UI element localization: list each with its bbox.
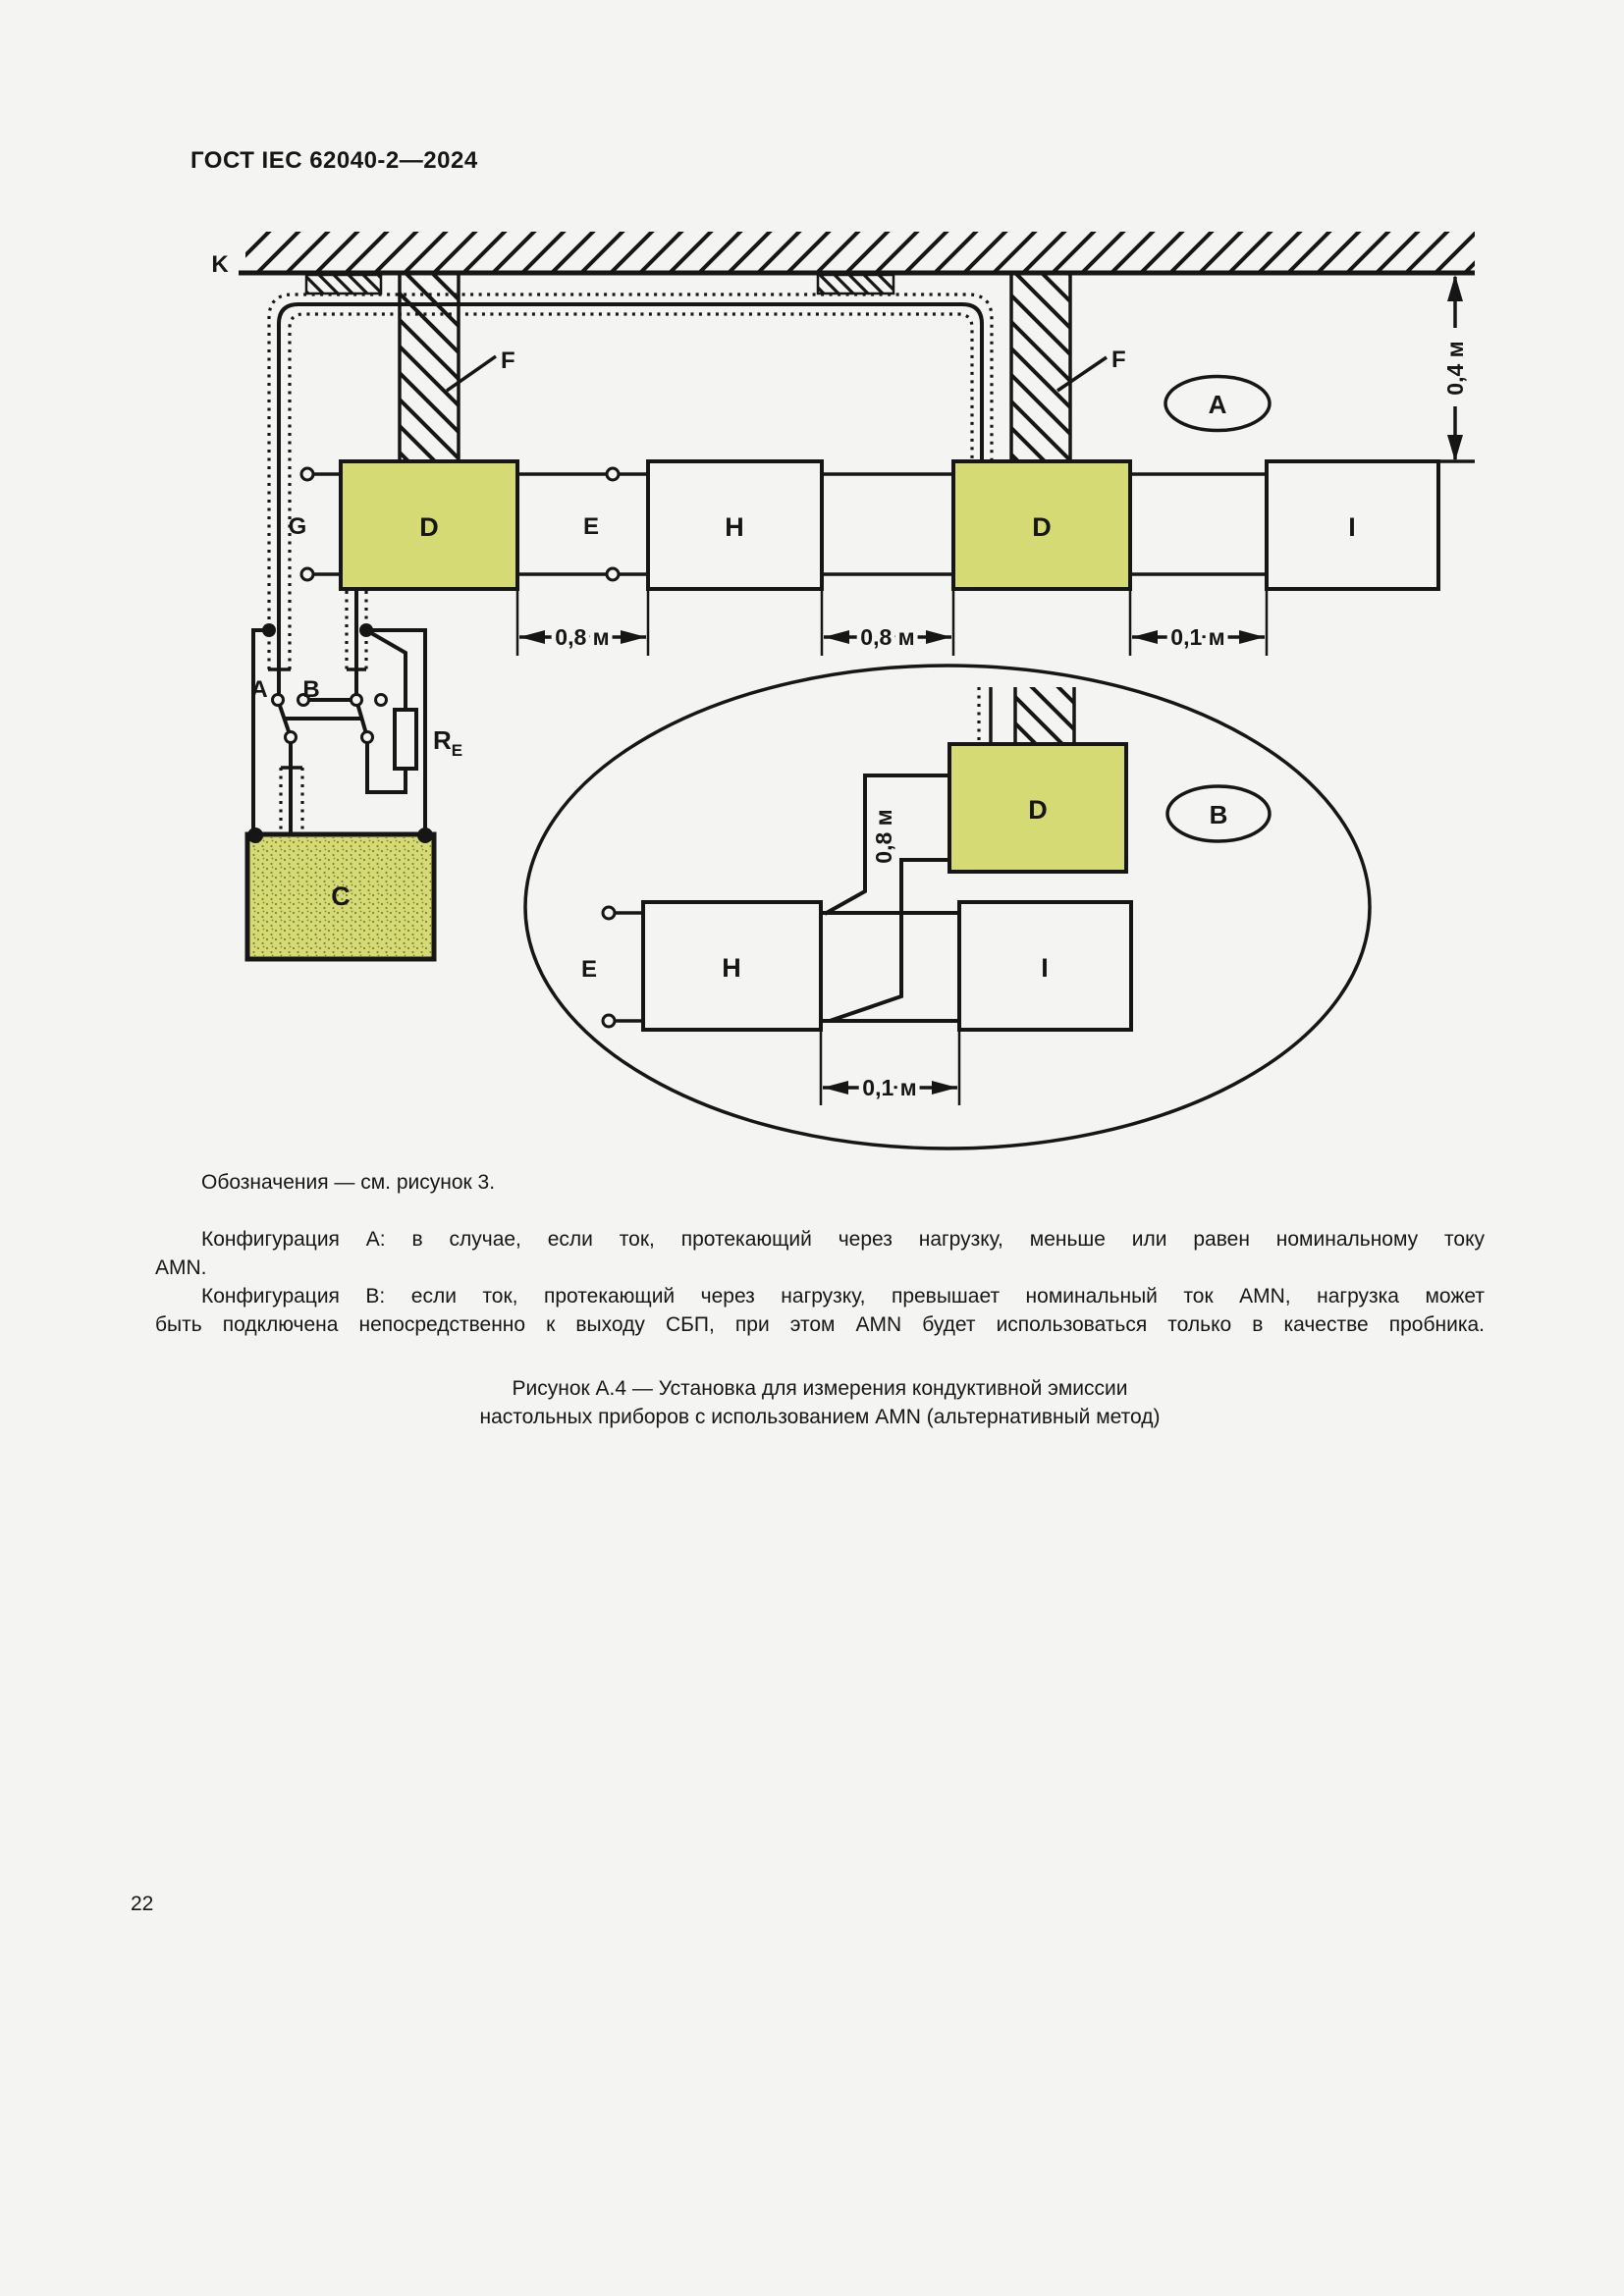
mains-port-top	[301, 468, 313, 480]
config-a-note-line1: Конфигурация А: в случае, если ток, протекающий через нагрузку, меньше или равен номинальному току	[201, 1228, 1485, 1251]
load-box-1-label: I	[1348, 512, 1356, 542]
figure-caption-line1: Рисунок А.4 — Установка для измерения кондуктивной эмиссии	[512, 1377, 1128, 1400]
ground-bond-right	[417, 828, 433, 843]
eut-port-top	[607, 468, 619, 480]
ups-box-1-label: H	[725, 512, 744, 542]
notes-block	[155, 1168, 1485, 1431]
ceiling-strip-left	[306, 275, 381, 294]
amn-box-1-label: D	[419, 512, 439, 542]
svg-text:0,4 м: 0,4 м	[1442, 341, 1468, 396]
doc-number: ГОСТ IEC 62040-2—2024	[190, 147, 478, 174]
mains-label: G	[288, 513, 307, 540]
filter-1-label: F	[501, 347, 515, 374]
mains-port-bottom	[301, 568, 313, 580]
dim-d1-h	[517, 591, 648, 656]
svg-text:0,1 м: 0,1 м	[862, 1075, 917, 1100]
dim-ceiling-04	[1438, 275, 1475, 461]
figure-caption	[155, 1374, 1485, 1431]
ground-box-label: C	[331, 881, 351, 911]
ceiling-strip-right	[818, 275, 893, 294]
legend-note: Обозначения — см. рисунок 3.	[201, 1171, 496, 1194]
amn-box-2-label: D	[1032, 512, 1052, 542]
switch-b-label: B	[302, 676, 320, 703]
filter-column-1	[400, 273, 459, 461]
config-b-letter: B	[1209, 800, 1228, 829]
amn-box-3-label: D	[1028, 795, 1048, 825]
ground-bond-left	[247, 828, 263, 843]
switch-a-contact-bottom	[286, 732, 297, 743]
config-a-note-line2: AMN.	[155, 1256, 207, 1279]
page-number: 22	[131, 1893, 154, 1915]
eut-port-bottom	[607, 568, 619, 580]
filter-2-label: F	[1111, 347, 1126, 373]
svg-text:0,8 м: 0,8 м	[860, 624, 915, 650]
spare-contact	[376, 695, 387, 706]
switch-b-contact-right	[352, 695, 362, 706]
resistor-label: $R_E$	[433, 725, 463, 760]
b-dim-08: 0,8 м	[871, 809, 896, 864]
config-a-letter: A	[1208, 390, 1227, 419]
figure-caption-line2: настольных приборов с использованием AMN (альтернативный метод)	[479, 1406, 1161, 1428]
b-eut-port-label: E	[580, 956, 598, 983]
b-dim-h-i	[821, 1032, 959, 1105]
earth-resistor	[395, 710, 416, 769]
svg-text:0,8 м: 0,8 м	[555, 624, 610, 650]
filter-column-fragment	[1015, 687, 1074, 744]
config-b-note-line2: быть подключена непосредственно к выходу СБП, при этом AMN будет использоваться только в качестве пробника.	[155, 1313, 1485, 1336]
ups-box-2-label: H	[722, 953, 741, 983]
svg-text:0,1 м: 0,1 м	[1170, 624, 1225, 650]
switch-a-contact-top	[273, 695, 284, 706]
ceiling-hatch	[245, 232, 1475, 273]
dim-h-d2	[822, 591, 953, 656]
b-eut-port-bottom	[603, 1015, 615, 1027]
eut-port-label: E	[582, 513, 600, 540]
config-b-note-line1: Конфигурация В: если ток, протекающий через нагрузку, превышает номинальный ток AMN, нагрузка может	[201, 1285, 1485, 1308]
filter-column-2	[1011, 273, 1070, 461]
dim-d2-i	[1130, 591, 1267, 656]
b-wire-bottom	[830, 860, 949, 1021]
switch-a-label: A	[250, 676, 268, 703]
load-box-2-label: I	[1041, 953, 1049, 983]
switch-b-contact-bottom	[362, 732, 373, 743]
wall-label: K	[211, 251, 229, 278]
earth-wire-left	[253, 630, 269, 832]
b-eut-port-top	[603, 907, 615, 919]
junction-dot-left	[262, 623, 276, 637]
